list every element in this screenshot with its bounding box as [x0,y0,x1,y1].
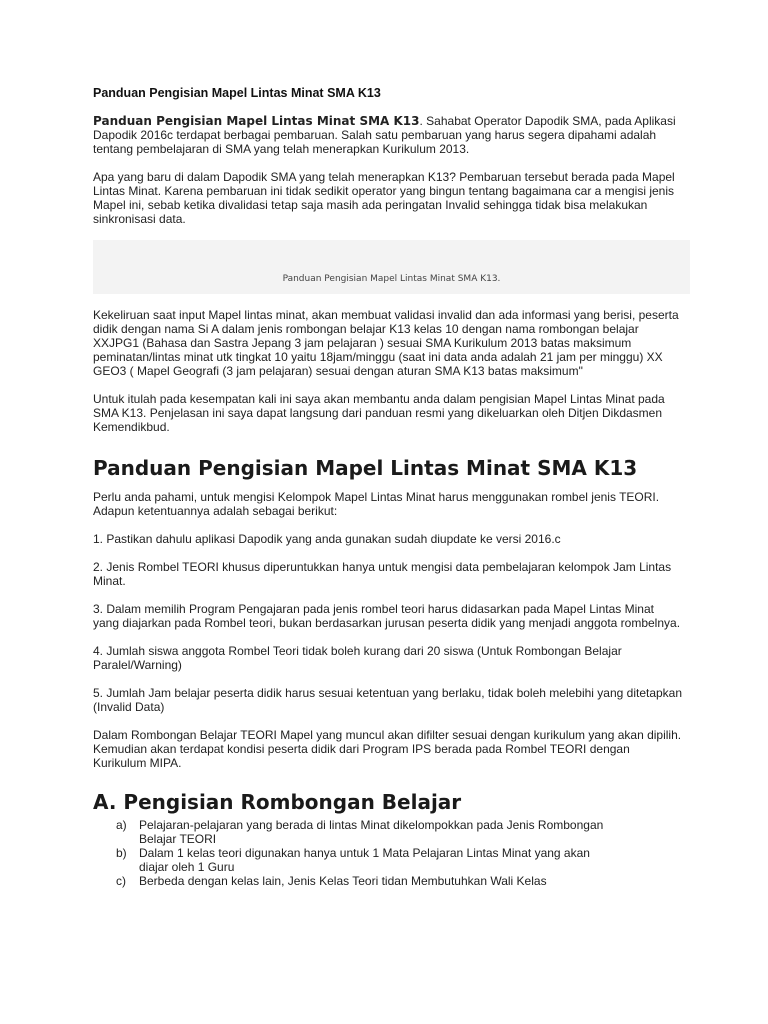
list-marker: b) [116,846,127,860]
paragraph-3: Kekeliruan saat input Mapel lintas minat, akan membuat validasi invalid dan ada informasi yang berisi, peserta didik dengan nama Si A dalam jenis rombongan belajar K13 kelas 10 dengan nama rombongan belajar XXJPG1 (Bahasa dan Sastra Jepang 3 jam pelajaran ) sesuai SMA Kurikulum 2013 batas maksimum peminatan/lintas minat utk tingkat 10 yaitu 18jam/minggu (saat ini data anda adalah 21 jam per minggu) XX GEO3 ( Mapel Geografi (3 jam pelajaran) sesuai dengan aturan SMA K13 batas maksimum" [93,308,679,378]
list-item-text: Dalam 1 kelas teori digunakan hanya untuk 1 Mata Pelajaran Lintas Minat yang akan diajar oleh 1 Guru [139,846,590,874]
rule-3: 3. Dalam memilih Program Pengajaran pada jenis rombel teori harus didasarkan pada Mapel Lintas Minat yang diajarkan pada Rombel teori, bukan berdasarkan jurusan peserta didik yang menjadi anggota rombelnya. [93,602,681,630]
rule-1: 1. Pastikan dahulu aplikasi Dapodik yang anda gunakan sudah diupdate ke versi 2016.c [93,532,561,546]
intro-text: . Sahabat Operator Dapodik SMA, pada Aplikasi Dapodik 2016c terdapat berbagai pembaruan. Salah satu pembaruan yang harus segera dipahami adalah tentang pembelajaran di SMA yang telah menerapkan Kurikulum 2013. [93,114,676,156]
section-heading-a: A. Pengisian Rombongan Belajar [93,790,462,814]
document-title: Panduan Pengisian Mapel Lintas Minat SMA K13 [93,86,381,100]
list-marker: c) [116,874,126,888]
paragraph-5: Perlu anda pahami, untuk mengisi Kelompok Mapel Lintas Minat harus menggunakan rombel jenis TEORI. Adapun ketentuannya adalah sebagai berikut: [93,490,660,518]
list-item [93,874,683,888]
figure-caption: Panduan Pengisian Mapel Lintas Minat SMA K13. [282,274,501,284]
rule-5: 5. Jumlah Jam belajar peserta didik harus sesuai ketentuan yang berlaku, tidak boleh melebihi yang ditetapkan (Invalid Data) [93,686,683,714]
list-a [93,818,683,888]
paragraph-6: Dalam Rombongan Belajar TEORI Mapel yang muncul akan difilter sesuai dengan kurikulum yang akan dipilih. Kemudian akan terdapat kondisi peserta didik dari Program IPS berada pada Rombel TEORI dengan Kurikulum MIPA. [93,728,682,770]
rule-4: 4. Jumlah siswa anggota Rombel Teori tidak boleh kurang dari 20 siswa (Untuk Rombongan Belajar Paralel/Warning) [93,644,622,672]
list-marker: a) [116,818,127,832]
paragraph-4: Untuk itulah pada kesempatan kali ini saya akan membantu anda dalam pengisian Mapel Lintas Minat pada SMA K13. Penjelasan ini saya dapat langsung dari panduan resmi yang dikeluarkan oleh Ditjen Dikdasmen Kemendikbud. [93,392,665,434]
list-item [93,818,683,846]
list-item-text: Berbeda dengan kelas lain, Jenis Kelas Teori tidan Membutuhkan Wali Kelas [139,874,547,888]
intro-paragraph [93,114,683,156]
document-body [93,86,683,888]
paragraph-2: Apa yang baru di dalam Dapodik SMA yang telah menerapkan K13? Pembaruan tersebut berada pada Mapel Lintas Minat. Karena pembaruan ini tidak sedikit operator yang bingun tentang bagaimana car a mengisi jenis Mapel ini, sebab ketika divalidasi tetap saja masih ada peringatan Invalid sehingga tidak bisa melakukan sinkronisasi data. [93,170,675,226]
list-item-text: Pelajaran-pelajaran yang berada di lintas Minat dikelompokkan pada Jenis Rombongan Belajar TEORI [139,818,604,846]
intro-lead: Panduan Pengisian Mapel Lintas Minat SMA K13 [93,114,420,128]
list-item [93,846,683,874]
section-heading-1: Panduan Pengisian Mapel Lintas Minat SMA K13 [93,456,638,480]
image-placeholder [93,240,690,294]
rule-2: 2. Jenis Rombel TEORI khusus diperuntukkan hanya untuk mengisi data pembelajaran kelompok Jam Lintas Minat. [93,560,672,588]
